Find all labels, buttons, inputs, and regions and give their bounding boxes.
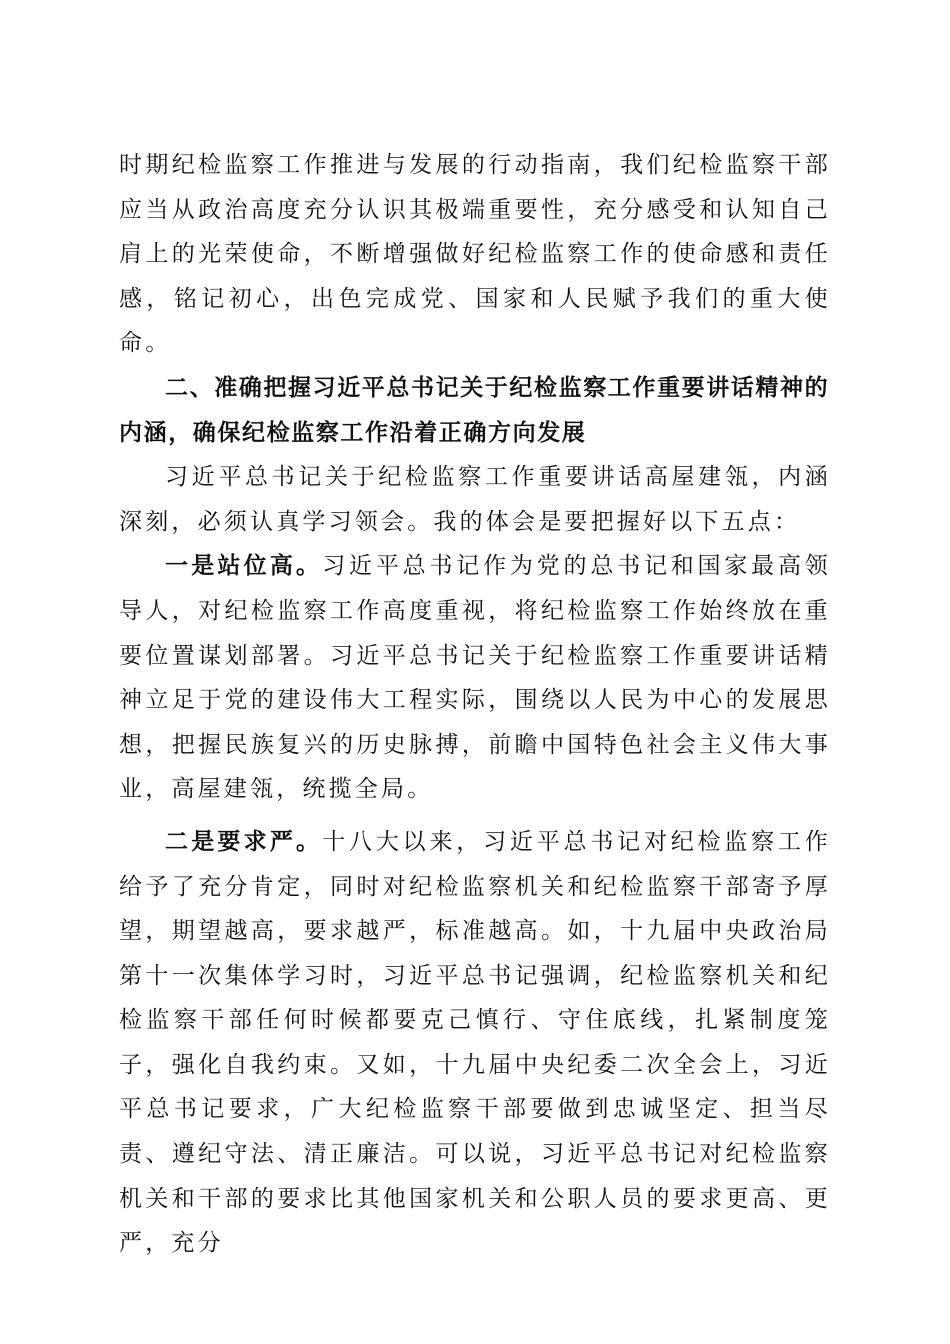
paragraph-intro: 习近平总书记关于纪检监察工作重要讲话高屋建瓴，内涵深刻，必须认真学习领会。我的体会是要把握好以下五点： bbox=[119, 464, 831, 535]
point-2-text: 十八大以来，习近平总书记对纪检监察工作给予了充分肯定，同时对纪检监察机关和纪检监察干部寄予厚望，期望越高，要求越严，标准越高。如，十九届中央政治局第十一次集体学习时，习近平总书记强调，纪检监察机关和纪检监察干部任何时候都要克己慎行、守住底线，扎紧制度笼子，强化自我约束。又如，十九届中央纪委二次全会上，习近平总书记要求，广大纪检监察干部要做到忠诚坚定、担当尽责、遵纪守法、清正廉洁。可以说，习近平总书记对纪检监察机关和干部的要求比其他国家机关和公职人员的要求更高、更严，充分 bbox=[119, 828, 831, 1257]
point-1-text: 习近平总书记作为党的总书记和国家最高领导人，对纪检监察工作高度重视，将纪检监察工作始终放在重要位置谋划部署。习近平总书记关于纪检监察工作重要讲话精神立足于党的建设伟大工程实际，围绕以人民为中心的发展思想，把握民族复兴的历史脉搏，前瞻中国特色社会主义伟大事业，高屋建瓴，统揽全局。 bbox=[119, 553, 831, 803]
document-body bbox=[119, 143, 831, 1266]
point-2-lead: 二是要求严。 bbox=[165, 828, 323, 855]
section-heading-2: 二、准确把握习近平总书记关于纪检监察工作重要讲话精神的内涵，确保纪检监察工作沿着正确方向发展 bbox=[119, 374, 830, 446]
paragraph-point-1 bbox=[119, 544, 831, 812]
paragraph-continuation: 时期纪检监察工作推进与发展的行动指南，我们纪检监察干部应当从政治高度充分认识其极端重要性，充分感受和认知自己肩上的光荣使命，不断增强做好纪检监察工作的使命感和责任感，铭记初心，出色完成党、国家和人民赋予我们的重大使命。 bbox=[119, 152, 831, 357]
point-1-lead: 一是站位高。 bbox=[165, 553, 323, 580]
paragraph-point-2 bbox=[119, 820, 831, 1266]
